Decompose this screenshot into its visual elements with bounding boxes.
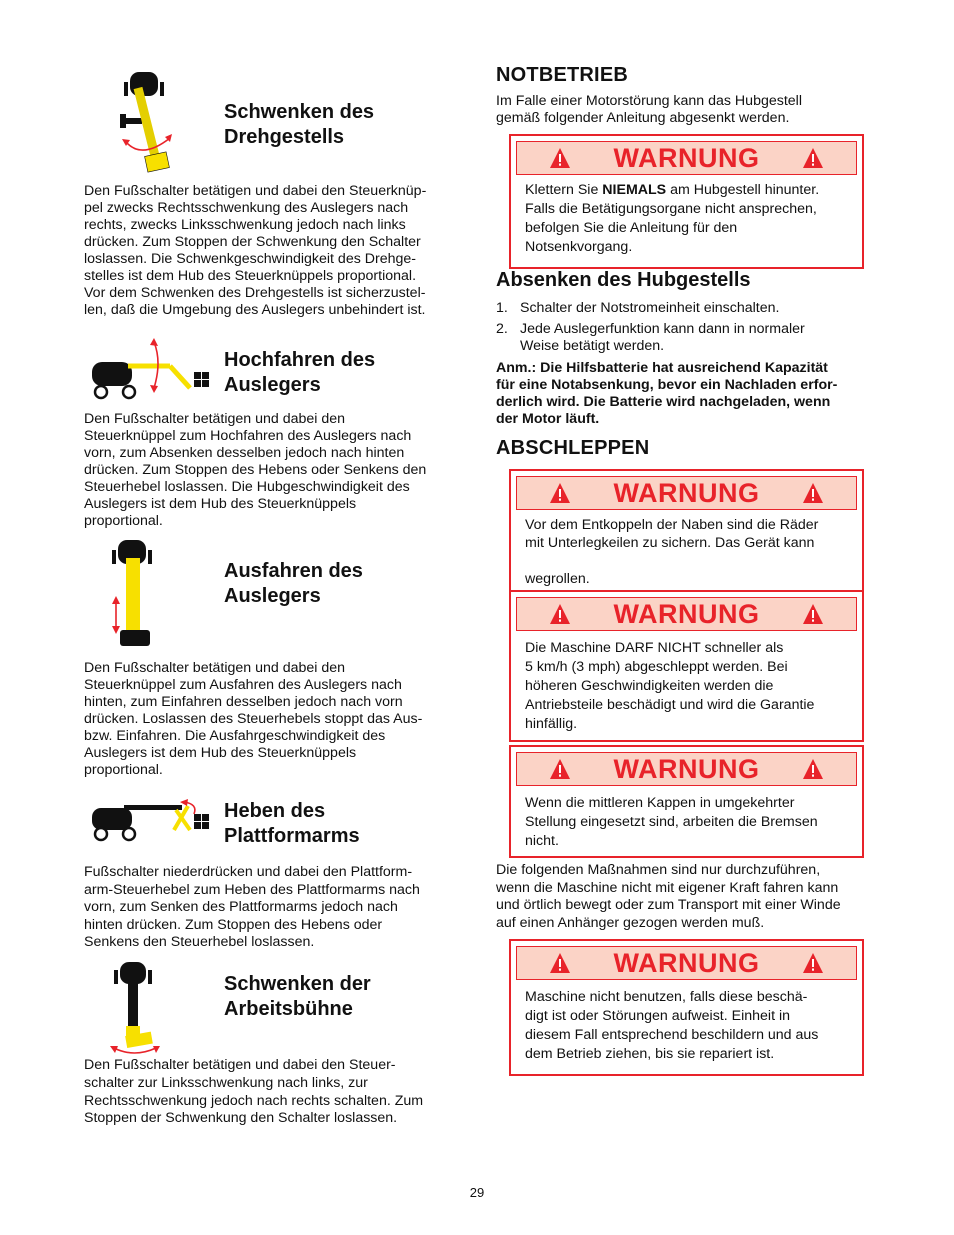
- boom-extend-icon: [108, 538, 158, 650]
- absenken-note: Anm.: Die Hilfsbatterie hat ausreichend Kapazität für eine Notabsenkung, bevor ein Nachladen erfor- derlich wird. Die Batterie wird nachgeladen, wenn der Motor läuft.: [496, 360, 838, 427]
- warning-box-wheel-chocks: [509, 469, 864, 594]
- section-heading-boom-raise: Hochfahren des Auslegers: [224, 349, 376, 396]
- section-heading-platform-arm: Heben des Plattformarms: [224, 800, 360, 847]
- warning-text-brakes: Wenn die mittleren Kappen in umgekehrter Stellung eingesetzt sind, arbeiten die Bremsen nicht.: [525, 795, 818, 849]
- section-heading-boom-extend: Ausfahren des Auslegers: [224, 560, 363, 607]
- warning-word: WARNUNG: [613, 478, 760, 508]
- notbetrieb-intro: Im Falle einer Motorstörung kann das Hubgestell gemäß folgender Anleitung abgesenkt werden.: [496, 93, 802, 126]
- towing-text: Die folgenden Maßnahmen sind nur durchzuführen, wenn die Maschine nicht mit eigener Kraft fahren kann und örtlich bewegt oder zum Transport mit einer Winde auf einen Anhänger gezogen werden muß.: [496, 862, 841, 931]
- section-text-boom-extend: Den Fußschalter betätigen und dabei den Steuerknüppel zum Ausfahren des Auslegers nach hinten, zum Einfahren desselben jedoch nach vorn drücken. Loslassen des Steuerhebels stoppt das Aus- bzw. Einfahren. Die Ausfahrgeschwindigkeit des Auslegers ist dem Hub des Steuerknüppels proportional.: [84, 660, 423, 778]
- warning-word: WARNUNG: [613, 599, 760, 629]
- list-item: 2. Jede Auslegerfunktion kann dann in normaler Weise betätigt werden.: [496, 321, 805, 354]
- warning-triangle-icon: [802, 758, 824, 780]
- warning-text-towing-speed: Die Maschine DARF NICHT schneller als 5 km/h (3 mph) abgeschleppt werden. Bei höheren Geschwindigkeiten werden die Antriebsteile beschädigt und wird die Garantie hinfällig.: [525, 640, 815, 732]
- warning-box-towing-speed: [509, 590, 864, 742]
- warning-text-wheel-chocks: Vor dem Entkoppeln der Naben sind die Räder mit Unterlegkeilen zu sichern. Das Gerät kann wegrollen.: [525, 517, 819, 587]
- warning-triangle-icon: [802, 147, 824, 169]
- section-text-turntable-swing: Den Fußschalter betätigen und dabei den Steuerknüp- pel zwecks Rechtsschwenkung des Auslegers nach rechts, zwecks Linksschwenkung jedoch nach links drücken. Zum Stoppen der Schwenkung den Schalter loslassen. Die Schwenkgeschwindigkeit des Drehge- stelles ist dem Hub des Steuerknüppels proportional. Vor dem Schwenken des Drehgestells ist sicherzustel- len, daß die Umgebung des Auslegers unbehindert ist.: [84, 183, 427, 318]
- warning-header: [516, 946, 857, 980]
- heading-absenken: Absenken des Hubgestells: [496, 269, 751, 291]
- heading-abschleppen: ABSCHLEPPEN: [496, 437, 650, 459]
- warning-box-brakes: [509, 745, 864, 858]
- warning-header: [516, 141, 857, 175]
- absenken-steps: [496, 300, 876, 359]
- warning-triangle-icon: [802, 952, 824, 974]
- list-item: 1. Schalter der Notstromeinheit einschalten.: [496, 300, 780, 316]
- warning-word: WARNUNG: [613, 948, 760, 978]
- warning-triangle-icon: [802, 603, 824, 625]
- page-number: 29: [469, 1185, 485, 1200]
- boom-raise-icon: [88, 338, 218, 404]
- warning-header: [516, 476, 857, 510]
- warning-word: WARNUNG: [613, 143, 760, 173]
- warning-header: [516, 752, 857, 786]
- warning-box-climbing: [509, 134, 864, 269]
- section-text-platform-arm: Fußschalter niederdrücken und dabei den Plattform- arm-Steuerhebel zum Heben des Plattformarms nach vorn, zum Senken des Plattformarms jedoch nach hinten drücken. Zum Stoppen des Hebens oder Senkens den Steuerhebel loslassen.: [84, 864, 420, 950]
- warning-text-damaged-machine: Maschine nicht benutzen, falls diese beschä- digt ist oder Störungen aufweist. Einheit in diesem Fall entsprechend beschildern und aus dem Betrieb ziehen, bis sie repariert ist.: [525, 989, 819, 1062]
- section-heading-platform-rotate: Schwenken der Arbeitsbühne: [224, 973, 371, 1020]
- platform-rotate-icon: [108, 960, 166, 1058]
- section-heading-turntable-swing: Schwenken des Drehgestells: [224, 101, 375, 148]
- section-text-platform-rotate: Den Fußschalter betätigen und dabei den Steuer- schalter zur Linksschwenkung nach links, zur Rechtsschwenkung jedoch nach rechts schalten. Zum Stoppen der Schwenkung den Schalter loslassen.: [84, 1057, 424, 1127]
- platform-arm-icon: [88, 796, 218, 846]
- warning-text-climbing: Klettern Sie NIEMALS am Hubgestell hinunter. Falls die Betätigungsorgane nicht ansprechen, befolgen Sie die Anleitung für den Notsenkvorgang.: [525, 182, 820, 255]
- heading-notbetrieb: NOTBETRIEB: [496, 64, 628, 86]
- warning-box-damaged-machine: [509, 939, 864, 1076]
- warning-word: WARNUNG: [613, 754, 760, 784]
- turntable-swing-icon: [112, 68, 178, 176]
- warning-triangle-icon: [802, 482, 824, 504]
- section-text-boom-raise: Den Fußschalter betätigen und dabei den Steuerknüppel zum Hochfahren des Auslegers nach vorn, zum Absenken desselben jedoch nach hinten drücken. Zum Stoppen des Hebens oder Senkens den Steuerhebel loslassen. Die Hubgeschwindigkeit des Auslegers ist dem Hub des Steuerknüppels proportional.: [84, 411, 427, 529]
- warning-header: [516, 597, 857, 631]
